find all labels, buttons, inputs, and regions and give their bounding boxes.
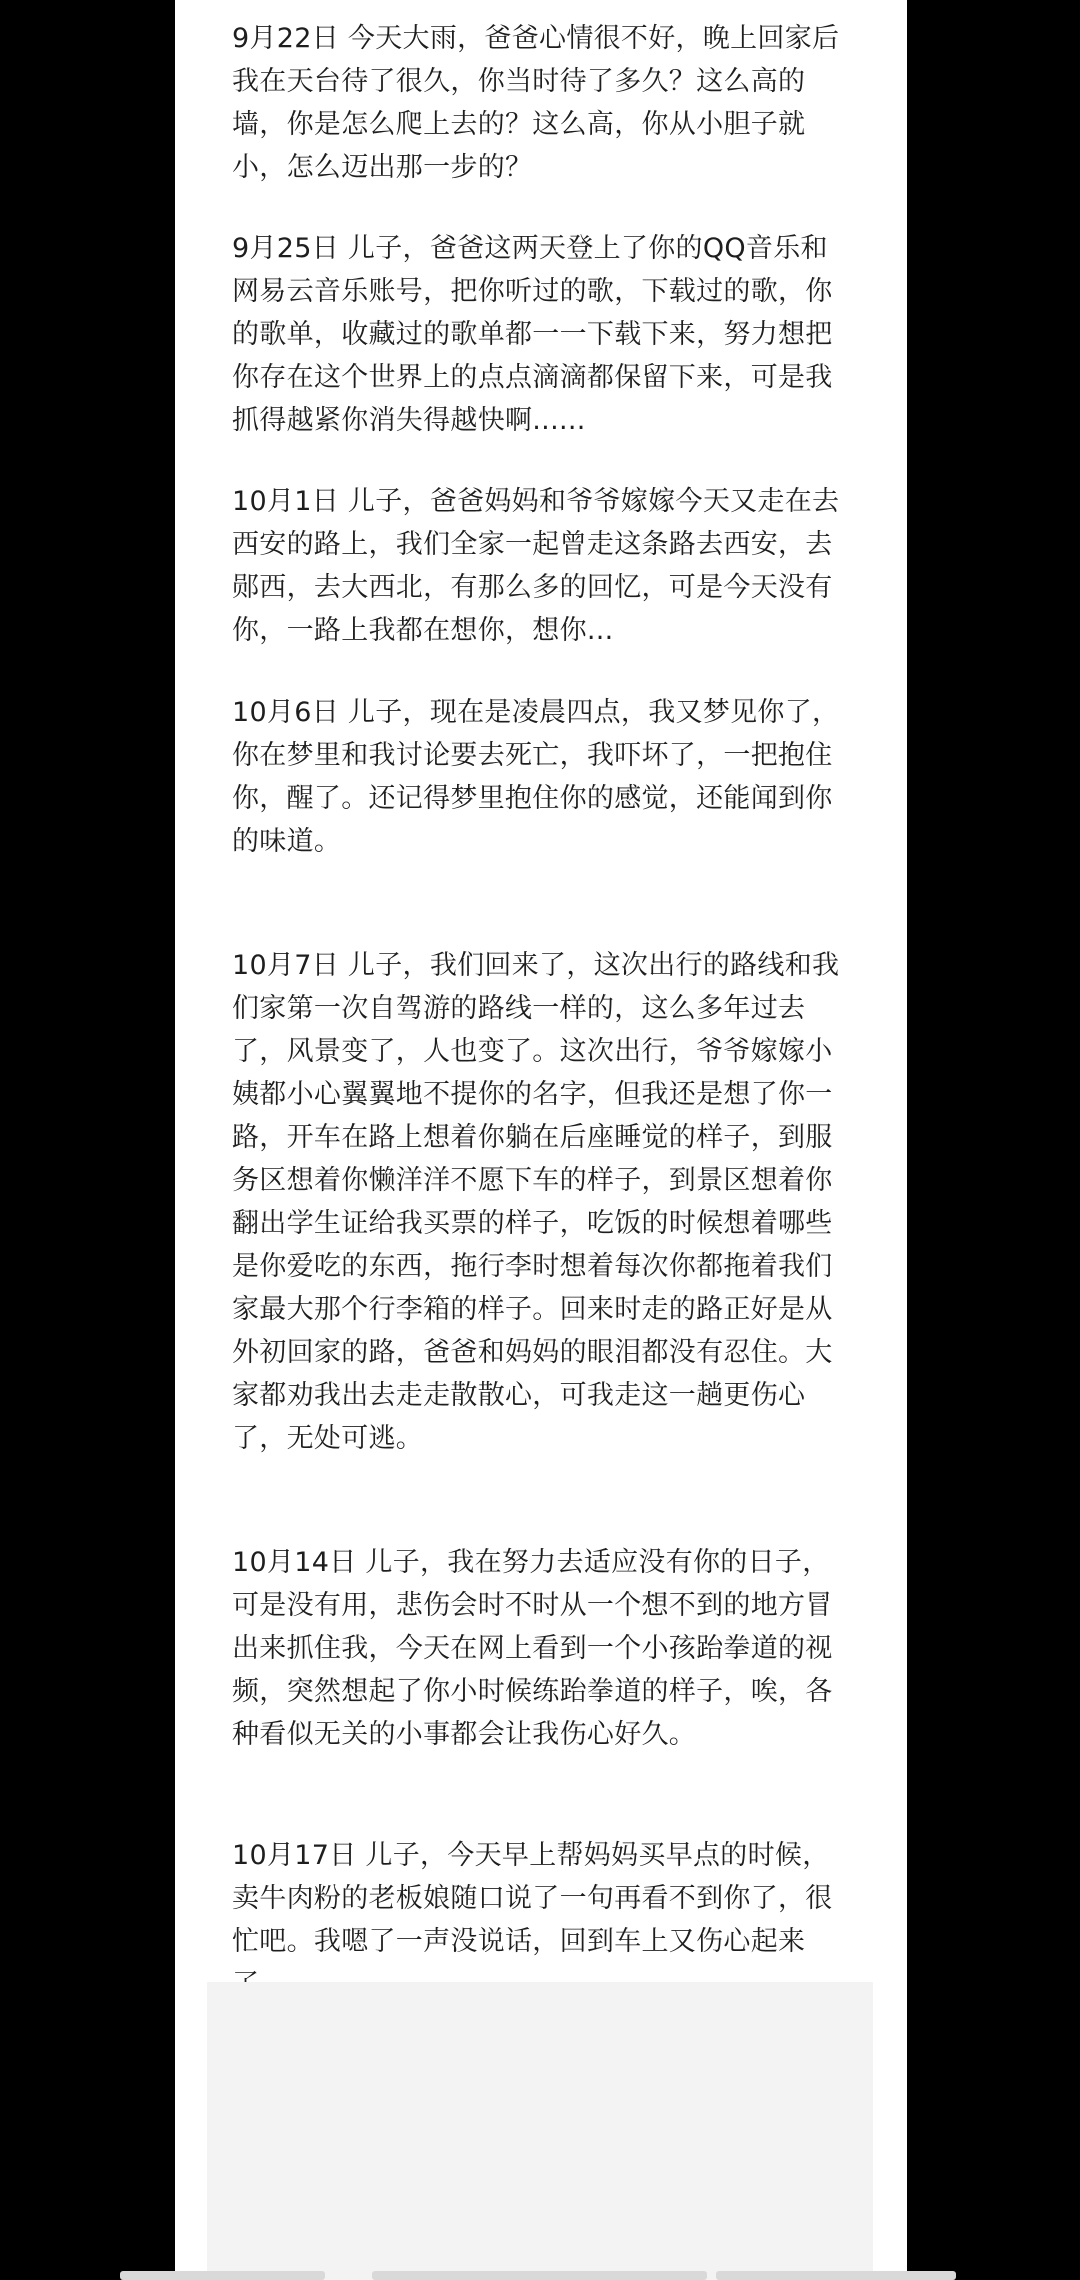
diary-entry-oct-6: 10月6日 儿子，现在是凌晨四点，我又梦见你了， 你在梦里和我讨论要去死亡，我吓坏了，一把抱住 你，醒了。还记得梦里抱住你的感觉，还能闻到你 的味道。 xyxy=(232,697,840,857)
content-placeholder xyxy=(207,1982,873,2280)
diary-entry-sep-22: 9月22日 今天大雨，爸爸心情很不好，晚上回家后 我在天台待了很久，你当时待了多久？这么高的 墙，你是怎么爬上去的？这么高，你从小胆子就 小，怎么迈出那一步的？ xyxy=(232,23,840,183)
diary-entry-oct-17-clip xyxy=(175,1830,907,1982)
bottom-scroll-segment[interactable] xyxy=(372,2271,707,2280)
diary-entry-oct-17: 10月17日 儿子，今天早上帮妈妈买早点的时候， 卖牛肉粉的老板娘随口说了一句再看不到你了，很 忙吧。我嗯了一声没说话，回到车上又伤心起来 xyxy=(232,1840,833,1957)
bottom-scroll-segment[interactable] xyxy=(120,2271,325,2280)
diary-page xyxy=(175,0,907,2280)
bottom-scroll-segment[interactable] xyxy=(716,2271,956,2280)
diary-entry-oct-7: 10月7日 儿子，我们回来了，这次出行的路线和我 们家第一次自驾游的路线一样的，这么多年过去 了，风景变了，人也变了。这次出行，爷爷嫁嫁小 姨都小心翼翼地不提你的名字，但我还是想了你一 路，开车在路上想着你躺在后座睡觉的样子，到服 务区想着你懒洋洋不愿下车的样子，到景区想着你 翻出学生证给我买票的样子，吃饭的时候想着哪些 是你爱吃的东西，拖行李时想着每次你都拖着我们 家最大那个行李箱的样子。回来时走的路正好是从 外初回家的路，爸爸和妈妈的眼泪都没有忍住。大 家都劝我出去走走散散心，可我走这一趟更伤心 了，无处可逃。 xyxy=(232,950,840,1454)
diary-entry-oct-1: 10月1日 儿子，爸爸妈妈和爷爷嫁嫁今天又走在去 西安的路上，我们全家一起曾走这条路去西安，去 郧西，去大西北，有那么多的回忆，可是今天没有 你，一路上我都在想你，想你... xyxy=(232,486,840,646)
diary-entry-sep-25: 9月25日 儿子，爸爸这两天登上了你的QQ音乐和 网易云音乐账号，把你听过的歌，下载过的歌，你 的歌单，收藏过的歌单都一一下载下来，努力想把 你存在这个世界上的点点滴滴都保留下来，可是我 抓得越紧你消失得越快啊...... xyxy=(232,233,833,436)
diary-entry-oct-14: 10月14日 儿子，我在努力去适应没有你的日子， 可是没有用，悲伤会时不时从一个想不到的地方冒 出来抓住我，今天在网上看到一个小孩跆拳道的视 频，突然想起了你小时候练跆拳道的样子，唉，各 种看似无关的小事都会让我伤心好久。 xyxy=(232,1547,833,1750)
